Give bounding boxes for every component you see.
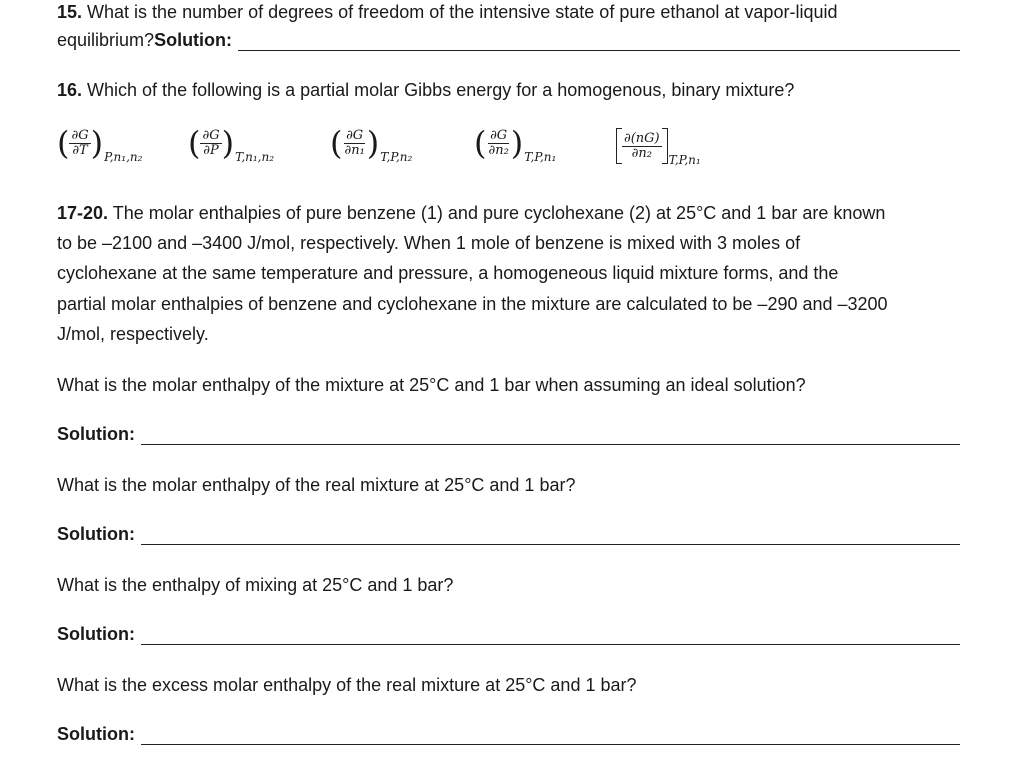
subq-2-solution-label: Solution: bbox=[57, 524, 135, 544]
q16-option-4: ( $\frac{\partial G}{\text{∂n₂}}$ ) T,P,n₁ bbox=[474, 124, 557, 164]
subq-1-text: What is the molar enthalpy of the mixture at 25°C and 1 bar when assuming an ideal solution? bbox=[57, 375, 806, 395]
q16-line bbox=[57, 80, 794, 101]
subq-1-solution-label: Solution: bbox=[57, 424, 135, 444]
opt3-den: ∂n₁ bbox=[344, 142, 365, 158]
subq-1-solution bbox=[57, 424, 960, 445]
subq-3-text: What is the enthalpy of mixing at 25°C and 1 bar? bbox=[57, 575, 454, 595]
right-bracket bbox=[662, 128, 668, 164]
opt5-num: ∂(nG) bbox=[624, 130, 660, 146]
q17-number: 17-20. bbox=[57, 203, 109, 223]
subq-1-solution-blank[interactable] bbox=[141, 430, 960, 445]
q17-line2: to be –2100 and –3400 J/mol, respectively. When 1 mole of benzene is mixed with 3 moles of bbox=[57, 233, 801, 253]
subq-2-solution bbox=[57, 524, 960, 545]
q16-option-3: ( $\frac{\partial G}{\text{∂n₁}}$ ) T,P,n₂ bbox=[330, 124, 413, 164]
opt1-num: ∂G bbox=[71, 127, 89, 143]
subq-3-solution-blank[interactable] bbox=[141, 630, 960, 645]
q17-line1 bbox=[57, 203, 885, 224]
opt5-den: ∂n₂ bbox=[631, 145, 652, 161]
q17-line4: partial molar enthalpies of benzene and cyclohexane in the mixture are calculated to be –290 and –3200 bbox=[57, 294, 888, 314]
subq-4-text: What is the excess molar enthalpy of the real mixture at 25°C and 1 bar? bbox=[57, 675, 637, 695]
q16-text: Which of the following is a partial molar Gibbs energy for a homogenous, binary mixture? bbox=[82, 80, 795, 100]
q17-line5: J/mol, respectively. bbox=[57, 324, 209, 344]
q17-text-1: The molar enthalpies of pure benzene (1) and pure cyclohexane (2) at 25°C and 1 bar are known bbox=[108, 203, 886, 223]
q16-option-2: ( $\frac{\partial G}{\partial P}$ ) T,n₁,n₂ bbox=[188, 124, 275, 164]
subq-2-text: What is the molar enthalpy of the real mixture at 25°C and 1 bar? bbox=[57, 475, 576, 495]
opt4-den: ∂n₂ bbox=[488, 142, 509, 158]
opt3-num: ∂G bbox=[346, 127, 364, 143]
opt2-num: ∂G bbox=[202, 127, 220, 143]
opt2-sub: T,n₁,n₂ bbox=[235, 150, 275, 164]
q15-number: 15. bbox=[57, 2, 83, 22]
opt4-sub: T,P,n₁ bbox=[524, 150, 557, 164]
q15-text2: equilibrium? bbox=[57, 30, 155, 50]
opt2-den: ∂P bbox=[203, 142, 219, 158]
subq-3-solution-label: Solution: bbox=[57, 624, 135, 644]
q16-option-5 bbox=[616, 128, 701, 178]
subq-3-solution bbox=[57, 624, 960, 645]
q15-line1 bbox=[57, 2, 837, 23]
opt1-den: ∂T bbox=[72, 142, 88, 158]
q15-line2 bbox=[57, 30, 960, 51]
opt5-sub: T,P,n₁ bbox=[668, 153, 701, 167]
opt3-sub: T,P,n₂ bbox=[380, 150, 413, 164]
subq-4-solution-label: Solution: bbox=[57, 724, 135, 744]
subq-4-solution bbox=[57, 724, 960, 745]
q17-line3: cyclohexane at the same temperature and pressure, a homogeneous liquid mixture forms, and the bbox=[57, 263, 839, 283]
opt1-sub: P,n₁,n₂ bbox=[104, 150, 143, 164]
q16-option-1: ( $\frac{\partial G}{\partial T}$ ) P,n₁,n₂ bbox=[57, 124, 143, 164]
opt4-num: ∂G bbox=[490, 127, 508, 143]
subq-2-solution-blank[interactable] bbox=[141, 530, 960, 545]
subq-4-solution-blank[interactable] bbox=[141, 730, 960, 745]
q15-text1: What is the number of degrees of freedom of the intensive state of pure ethanol at vapor-liquid bbox=[82, 2, 838, 22]
q16-number: 16. bbox=[57, 80, 83, 100]
q15-solution-label: Solution: bbox=[154, 30, 233, 50]
q15-solution-blank[interactable] bbox=[238, 36, 960, 51]
